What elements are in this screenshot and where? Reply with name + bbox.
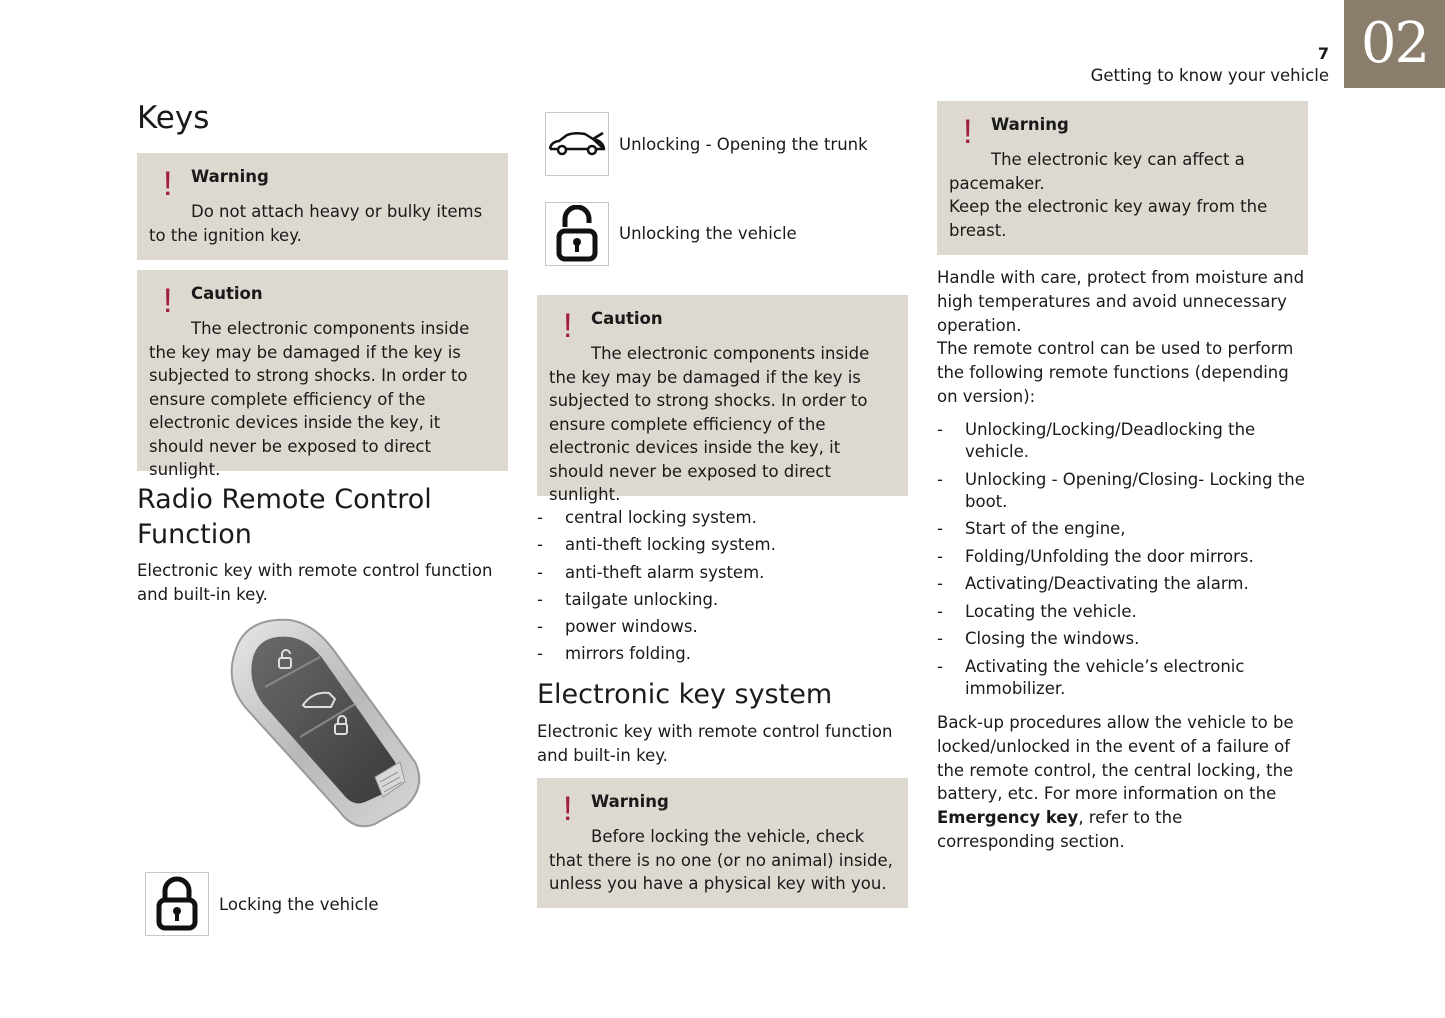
radio-remote-text: Electronic key with remote control function and built-in key.	[137, 561, 493, 604]
caution-text: The electronic components inside the key may be damaged if the key is subjected to strong shocks. In order to ensure complete efficiency of the electronic devices inside the key, it should never be exposed to direct sunlight.	[549, 344, 870, 504]
electronic-key-heading: Electronic key system	[537, 679, 833, 710]
remote-functions-intro: The remote control can be used to perform the following remote functions (depending on version):	[937, 339, 1294, 406]
warning-text-2: Keep the electronic key away from the breast.	[949, 197, 1268, 240]
backup-procedures-text	[937, 711, 1302, 854]
lock-open-icon	[545, 202, 609, 266]
list-item: - anti-theft locking system.	[537, 534, 907, 556]
lock-closed-icon	[145, 872, 209, 936]
list-item: - Unlocking - Opening/Closing- Locking the boot.	[937, 469, 1307, 513]
warning-title: Warning	[991, 115, 1069, 134]
backup-text: Back-up procedures allow the vehicle to be locked/unlocked in the event of a failure of the remote control, the central locking, the battery, etc. For more information on the	[937, 713, 1294, 804]
trunk-label: Unlocking - Opening the trunk	[619, 135, 868, 154]
warning-box-locking	[537, 778, 908, 908]
caution-title: Caution	[591, 309, 663, 328]
caution-box-components-2	[537, 295, 908, 504]
warning-text: Do not attach heavy or bulky items to the ignition key.	[149, 202, 483, 245]
page-title: Keys	[137, 100, 210, 136]
warning-box-pacemaker	[937, 101, 1308, 255]
backup-text-end: , refer to the corresponding section.	[937, 808, 1183, 851]
list-item: - Closing the windows.	[937, 628, 1307, 650]
unlock-label: Unlocking the vehicle	[619, 224, 797, 243]
list-item: - power windows.	[537, 616, 907, 638]
section-title: Getting to know your vehicle	[1090, 66, 1329, 85]
warning-text: The electronic key can affect a pacemaker.	[949, 150, 1245, 193]
list-item: - anti-theft alarm system.	[537, 562, 907, 584]
list-item: - Activating/Deactivating the alarm.	[937, 573, 1307, 595]
emergency-key-reference: Emergency key	[937, 808, 1079, 828]
list-item: - Locating the vehicle.	[937, 601, 1307, 623]
exclamation-icon: !	[563, 307, 573, 345]
heading-line: Radio Remote Control	[137, 484, 432, 515]
caution-box-components	[137, 270, 508, 479]
electronic-key-text: Electronic key with remote control function and built-in key.	[537, 722, 893, 765]
exclamation-icon: !	[563, 790, 573, 828]
list-item: - tailgate unlocking.	[537, 589, 907, 611]
handle-care-text: Handle with care, protect from moisture and high temperatures and avoid unnecessary operation.	[937, 268, 1305, 335]
list-item: - Start of the engine,	[937, 518, 1307, 540]
remote-functions-list	[937, 419, 1307, 705]
locking-label: Locking the vehicle	[219, 895, 379, 914]
list-item: - Folding/Unfolding the door mirrors.	[937, 546, 1307, 568]
warning-text: Before locking the vehicle, check that there is no one (or no animal) inside, unless you have a physical key with you.	[549, 827, 893, 893]
exclamation-icon: !	[963, 113, 973, 151]
list-item: - Activating the vehicle’s electronic immobilizer.	[937, 656, 1307, 700]
warning-box-ignition	[137, 153, 508, 260]
exclamation-icon: !	[163, 282, 173, 320]
list-item: - Unlocking/Locking/Deadlocking the vehicle.	[937, 419, 1307, 463]
key-fob-image	[215, 612, 435, 832]
list-item: - central locking system.	[537, 507, 907, 529]
page-number: 7	[1317, 44, 1329, 63]
chapter-number-tab: 02	[1344, 0, 1445, 88]
car-trunk-open-icon	[545, 112, 609, 176]
caution-title: Caution	[191, 284, 263, 303]
warning-title: Warning	[591, 792, 669, 811]
exclamation-icon: !	[163, 165, 173, 203]
heading-line: Function	[137, 519, 252, 550]
caution-text: The electronic components inside the key may be damaged if the key is subjected to strong shocks. In order to ensure complete efficiency of the electronic devices inside the key, it should never be exposed to direct sunlight.	[149, 319, 470, 479]
list-item: - mirrors folding.	[537, 643, 907, 665]
warning-title: Warning	[191, 167, 269, 186]
feature-list	[537, 507, 907, 671]
radio-remote-heading	[137, 482, 517, 552]
